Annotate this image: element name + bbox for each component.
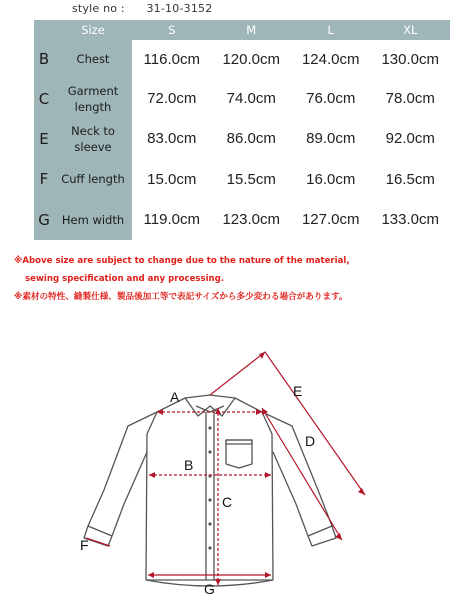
label-c: C <box>222 494 232 510</box>
size-header-row <box>34 20 450 40</box>
measure-lines <box>86 352 365 585</box>
row-letter: B <box>34 40 54 78</box>
row-label <box>54 40 132 78</box>
measure-value: 83.0cm <box>132 119 212 159</box>
row-letter: F <box>34 159 54 199</box>
measure-value: 78.0cm <box>371 78 450 118</box>
note-english-line2: sewing specification and any processing. <box>14 273 444 285</box>
row-label-line: Chest <box>77 52 110 66</box>
note-english-line1: ※Above size are subject to change due to the nature of the material, <box>14 255 444 267</box>
table-row-cuff-length <box>34 159 450 199</box>
table-row-garment-length <box>34 78 450 118</box>
label-f: F <box>80 537 89 553</box>
size-header-label: Size <box>54 20 132 40</box>
note-japanese: ※素材の特性、縫製仕様、製品後加工等で表記サイズから多少変わる場合があります。 <box>14 291 444 303</box>
row-label <box>54 200 132 240</box>
pocket-flap <box>226 440 252 444</box>
measure-value: 133.0cm <box>371 200 450 240</box>
row-label-line: Garment <box>68 84 119 98</box>
label-e: E <box>293 383 302 399</box>
row-label-line: Neck to <box>71 124 115 138</box>
measure-value: 130.0cm <box>371 40 450 78</box>
collar-band <box>196 406 224 412</box>
size-col-xl: XL <box>371 20 450 40</box>
measure-value: 119.0cm <box>132 200 212 240</box>
shirt-buttons <box>208 426 211 549</box>
table-row-chest <box>34 40 450 78</box>
shirt-outline <box>84 395 336 586</box>
row-letter: C <box>34 78 54 118</box>
measure-value: 16.0cm <box>291 159 371 199</box>
measure-value: 15.5cm <box>212 159 292 199</box>
shirt-measurement-diagram <box>0 340 450 600</box>
measure-value: 116.0cm <box>132 40 212 78</box>
measure-value: 72.0cm <box>132 78 212 118</box>
measure-value: 127.0cm <box>291 200 371 240</box>
row-label <box>54 159 132 199</box>
measure-value: 76.0cm <box>291 78 371 118</box>
size-notes <box>14 255 444 309</box>
row-letter: E <box>34 119 54 159</box>
label-d: D <box>305 433 315 449</box>
right-cuff <box>308 526 336 546</box>
row-letter: G <box>34 200 54 240</box>
measure-value: 124.0cm <box>291 40 371 78</box>
row-label <box>54 78 132 118</box>
measure-value: 89.0cm <box>291 119 371 159</box>
size-col-l: L <box>291 20 371 40</box>
label-b: B <box>184 457 193 473</box>
row-label-line: sleeve <box>74 140 111 154</box>
label-a: A <box>170 389 180 405</box>
style-number-value: 31-10-3152 <box>146 2 212 15</box>
row-label <box>54 119 132 159</box>
row-label-line: Cuff length <box>61 172 125 186</box>
measure-value: 92.0cm <box>371 119 450 159</box>
shirt-diagram-svg <box>0 340 450 600</box>
measure-arrowheads <box>148 352 365 585</box>
style-number-label: style no : <box>72 2 125 15</box>
measure-value: 120.0cm <box>212 40 292 78</box>
style-number <box>72 2 212 15</box>
row-label-line: Hem width <box>62 213 124 227</box>
placket <box>206 412 214 580</box>
table-row-hem-width <box>34 200 450 240</box>
measure-value: 15.0cm <box>132 159 212 199</box>
row-label-line: length <box>75 100 112 114</box>
measure-value: 74.0cm <box>212 78 292 118</box>
measure-f-line <box>86 538 110 546</box>
header-empty-cell <box>34 20 54 40</box>
measure-value: 86.0cm <box>212 119 292 159</box>
measure-value: 123.0cm <box>212 200 292 240</box>
label-g: G <box>204 581 215 597</box>
size-chart-table <box>34 20 450 240</box>
collar <box>185 398 235 416</box>
size-col-s: S <box>132 20 212 40</box>
size-col-m: M <box>212 20 292 40</box>
table-row-neck-to-sleeve <box>34 119 450 159</box>
measure-value: 16.5cm <box>371 159 450 199</box>
shirt-body <box>146 395 273 580</box>
